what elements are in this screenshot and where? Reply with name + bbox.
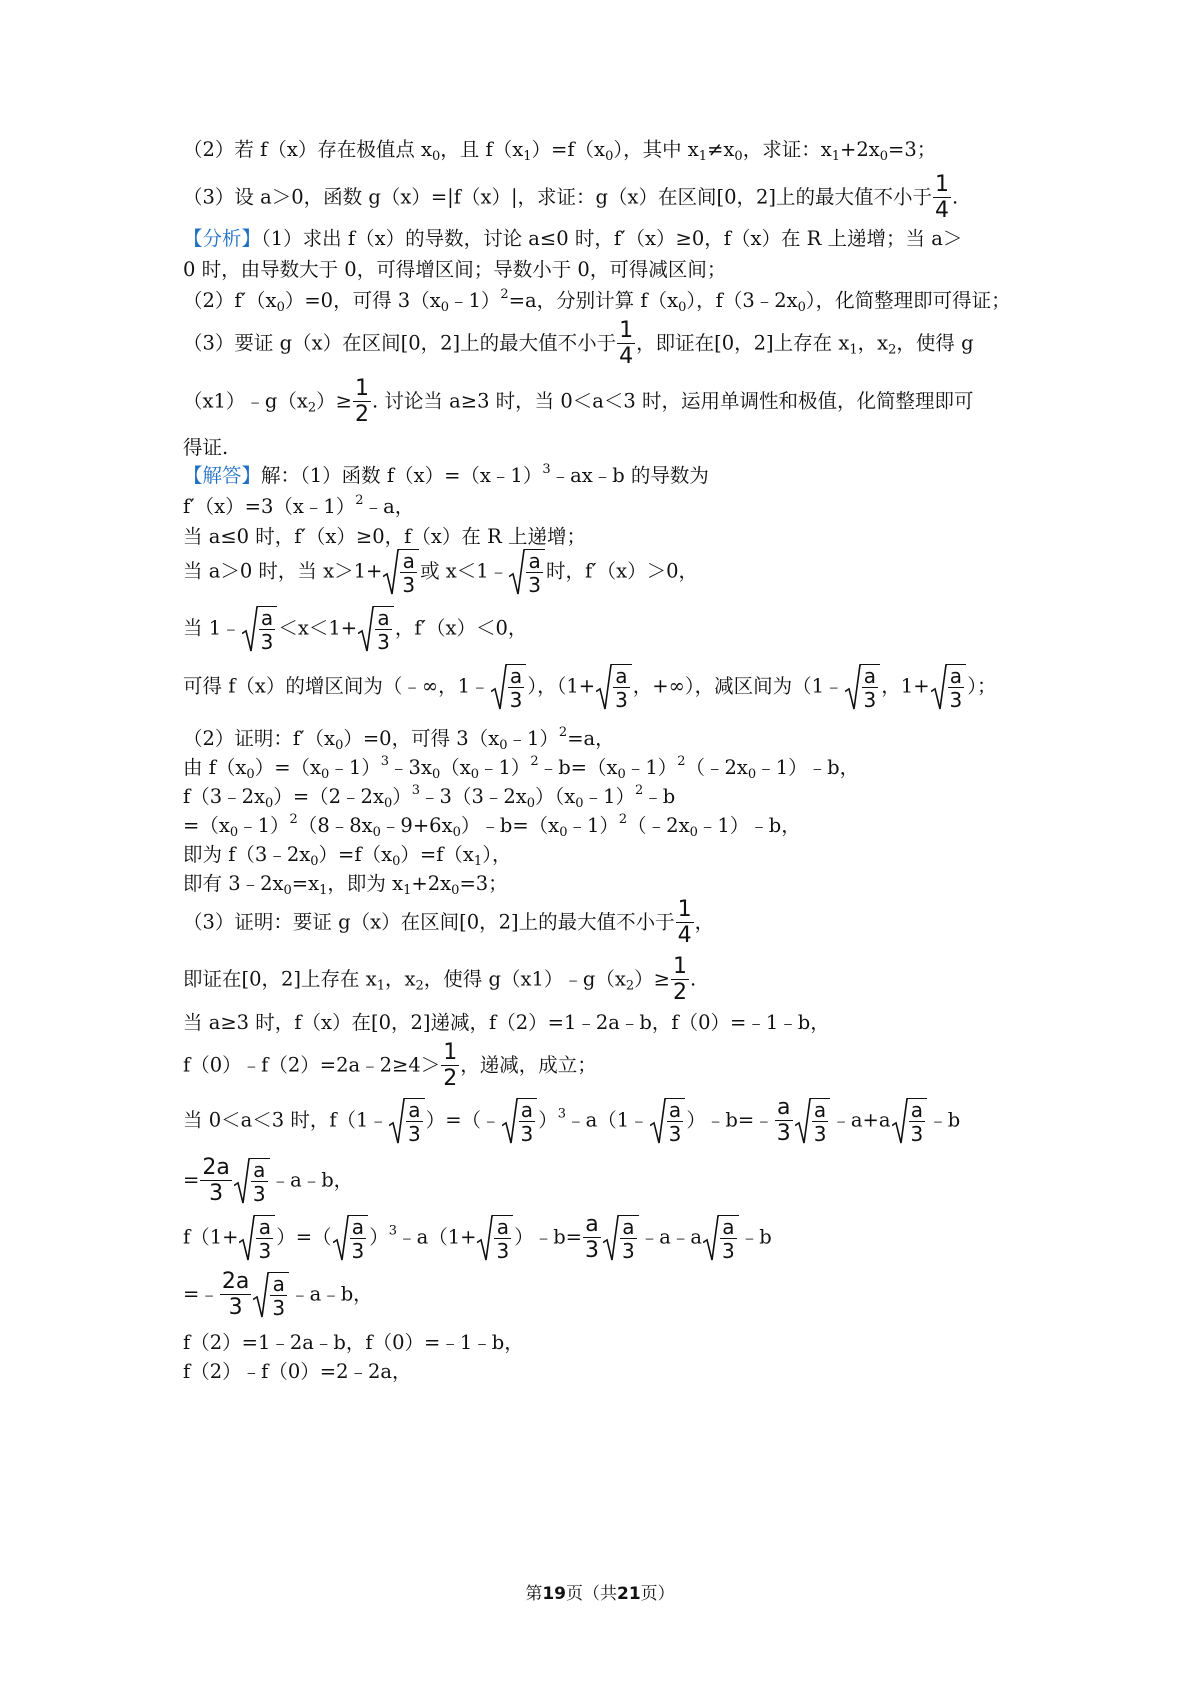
sqrt-a-over-3: $\frac{a}{3}$ (389, 1098, 425, 1144)
sqrt-a-over-3: $\frac{a}{3}$ (239, 1215, 275, 1261)
analysis-line-6: 得证. (183, 436, 229, 459)
sqrt-a-over-3: $\frac{a}{3}$ (596, 664, 632, 710)
sqrt-a-over-3: $\frac{a}{3}$ (242, 606, 278, 652)
analysis-line-5: $(x1)﹣g(x_2)\ge$ $\frac{1}{2}$ . 讨论当 a≥3 时，当 0＜a＜3 时，运用单调性和极值，化简整理即可 (183, 376, 974, 427)
sqrt-a-over-3: $\frac{a}{3}$ (650, 1098, 686, 1144)
solution-line-7: （2）证明：$f'(x_0)=0$，可得 $3(x_0﹣1)^2=a$， (183, 725, 615, 753)
solution-line-17: 当 0＜a＜3 时，f（1﹣ $\frac{a}{3}$ ）=（﹣ $\frac{a}{3}$ ）$^3$﹣a（1﹣ $\frac{a}{3}$ ）﹣b=﹣ $\frac{a}{3}$ $\frac{a}{3}$ ﹣a+a $\frac{a}{3}$ ﹣b (183, 1095, 961, 1146)
solution-line-19: f（1+ $\frac{a}{3}$ ）=（ $\frac{a}{3}$ ）$^3$﹣a（1+ $\frac{a}{3}$ ）﹣b= $\frac{a}{3}$ $\frac{a}{3}$ ﹣a﹣a $\frac{a}{3}$ ﹣b (183, 1212, 772, 1263)
solution-line-13: （3）证明：要证 g（x）在区间[0，2]上的最大值不小于 $\frac{1}{4}$ ， (183, 897, 715, 948)
sqrt-a-over-3: $\frac{a}{3}$ (603, 1215, 639, 1261)
sqrt-a-over-3: $\frac{a}{3}$ (358, 606, 394, 652)
solution-line-2: f′（x）=3（x﹣1）$^2$﹣a， (183, 493, 415, 518)
page-footer: 第19页（共21页） (525, 1584, 675, 1604)
fraction-one-quarter: $\frac{1}{4}$ (619, 318, 634, 369)
sqrt-a-over-3: $\frac{a}{3}$ (845, 664, 881, 710)
sqrt-a-over-3: $\frac{a}{3}$ (477, 1215, 513, 1261)
solution-line-9: $f(3﹣2x_0)=(2﹣2x_0)^3﹣3(3﹣2x_0)(x_0﹣1)^2﹣b$ (183, 783, 676, 811)
fraction-one-half: $\frac{1}{2}$ (673, 954, 687, 1005)
solution-line-8: 由 $f(x_0)=(x_0﹣1)^3﹣3x_0(x_0﹣1)^2﹣b=(x_0﹣1)^2(﹣2x_0﹣1)﹣b$， (183, 754, 860, 782)
sqrt-a-over-3: $\frac{a}{3}$ (509, 549, 545, 595)
solution-line-18: = $\frac{2a}{3}$ $\frac{a}{3}$ ﹣a﹣b， (183, 1155, 354, 1206)
sqrt-a-over-3: $\frac{a}{3}$ (234, 1158, 270, 1204)
page-total: 21 (617, 1584, 641, 1604)
sqrt-a-over-3: $\frac{a}{3}$ (491, 664, 527, 710)
sqrt-a-over-3: $\frac{a}{3}$ (703, 1215, 739, 1261)
solution-line-4: 当 a＞0 时，当 x＞1+ $\frac{a}{3}$ 或 x＜1﹣ $\frac{a}{3}$ 时，f′（x）＞0， (183, 549, 699, 597)
analysis-line-4: （3）要证 g（x）在区间[0，2]上的最大值不小于 $\frac{1}{4}$ ，即证在[0，2]上存在 $x_1$，$x_2$，使得 g (183, 318, 974, 369)
fraction-a-over-3: $\frac{a}{3}$ (585, 1212, 600, 1263)
solution-line-1: 【解答】解：（1）函数 f（x）=（x﹣1）$^3$﹣ax﹣b 的导数为 (183, 462, 709, 487)
solution-line-10: $=(x_0﹣1)^2(8﹣8x_0﹣9+6x_0)﹣b=(x_0﹣1)^2(﹣2x_0﹣1)﹣b$， (183, 812, 801, 840)
page-number: 19 (542, 1584, 566, 1604)
solution-tag: 【解答】 (183, 464, 262, 487)
solution-line-12: 即有 $3﹣2x_0=x_1$，即为 $x_1+2x_0=3$； (183, 872, 508, 898)
analysis-line-2: 0 时，由导数大于 0，可得增区间；导数小于 0，可得减区间； (183, 258, 727, 281)
solution-line-5: 当 1﹣ $\frac{a}{3}$ ＜x＜1+ $\frac{a}{3}$ ，f′（x）＜0， (183, 606, 528, 654)
solution-line-15: 当 a≥3 时，f（x）在[0，2]递减，f（2）=1﹣2a﹣b，f（0）=﹣1﹣b， (183, 1011, 830, 1034)
fraction-2a-over-3: $\frac{2a}{3}$ (202, 1155, 230, 1206)
fraction-one-half: $\frac{1}{2}$ (443, 1040, 458, 1091)
analysis-line-1: 【分析】（1）求出 f（x）的导数，讨论 a≤0 时，f′（x）≥0，f（x）在 R 上递增；当 a＞ (183, 227, 963, 250)
q2-line: （2）若 f（x）存在极值点 $x_0$，且 $f(x_1)=f(x_0)$，其中 $x_1\ne x_0$，求证：$x_1+2x_0=3$； (183, 138, 937, 164)
sqrt-a-over-3: $\frac{a}{3}$ (931, 664, 967, 710)
sqrt-a-over-3: $\frac{a}{3}$ (502, 1098, 538, 1144)
solution-line-6: 可得 f（x）的增区间为（﹣∞，1﹣ $\frac{a}{3}$ ），（1+ $\frac{a}{3}$ ，+∞），减区间为（1﹣ $\frac{a}{3}$ ，1+ $\frac{a}{3}$ ）； (183, 664, 997, 712)
fraction-a-over-3: $\frac{a}{3}$ (776, 1095, 791, 1146)
solution-line-20: =﹣ $\frac{2a}{3}$ $\frac{a}{3}$ ﹣a﹣b， (183, 1269, 373, 1320)
sqrt-a-over-3: $\frac{a}{3}$ (892, 1098, 928, 1144)
solution-line-21: f（2）=1﹣2a﹣b，f（0）=﹣1﹣b， (183, 1331, 524, 1354)
sqrt-a-over-3: $\frac{a}{3}$ (795, 1098, 831, 1144)
sqrt-a-over-3: $\frac{a}{3}$ (333, 1215, 369, 1261)
fraction-one-quarter: $\frac{1}{4}$ (935, 172, 950, 223)
analysis-tag: 【分析】 (183, 227, 262, 250)
solution-line-16: f（0）﹣f（2）=2a﹣2≥4＞ $\frac{1}{2}$ ，递减，成立； (183, 1040, 597, 1091)
fraction-2a-over-3: $\frac{2a}{3}$ (221, 1269, 250, 1320)
solution-line-14: 即证在[0，2]上存在 $x_1$，$x_2$，使得 $g(x1)﹣g(x_2)\ge$ $\frac{1}{2}$ . (183, 954, 697, 1005)
q3-line: （3）设 a＞0，函数 g（x）=|f（x）|，求证：g（x）在区间[0，2]上的最大值不小于 $\frac{1}{4}$ . (183, 172, 959, 223)
solution-line-22: f（2）﹣f（0）=2﹣2a， (183, 1360, 412, 1383)
sqrt-a-over-3: $\frac{a}{3}$ (253, 1272, 289, 1318)
solution-line-11: 即为 $f(3﹣2x_0)=f(x_0)=f(x_1)$， (183, 843, 512, 869)
fraction-one-quarter: $\frac{1}{4}$ (677, 897, 692, 948)
sqrt-a-over-3: $\frac{a}{3}$ (383, 549, 419, 595)
analysis-line-3: $(2)f'(x_0)=0$，可得 $3(x_0﹣1)^2=a$，分别计算 $f(x_0)$，$f(3﹣2x_0)$，化简整理即可得证； (183, 287, 1011, 315)
fraction-one-half: $\frac{1}{2}$ (355, 376, 370, 427)
solution-line-3: 当 a≤0 时，f′（x）≥0，f（x）在 R 上递增； (183, 525, 586, 548)
